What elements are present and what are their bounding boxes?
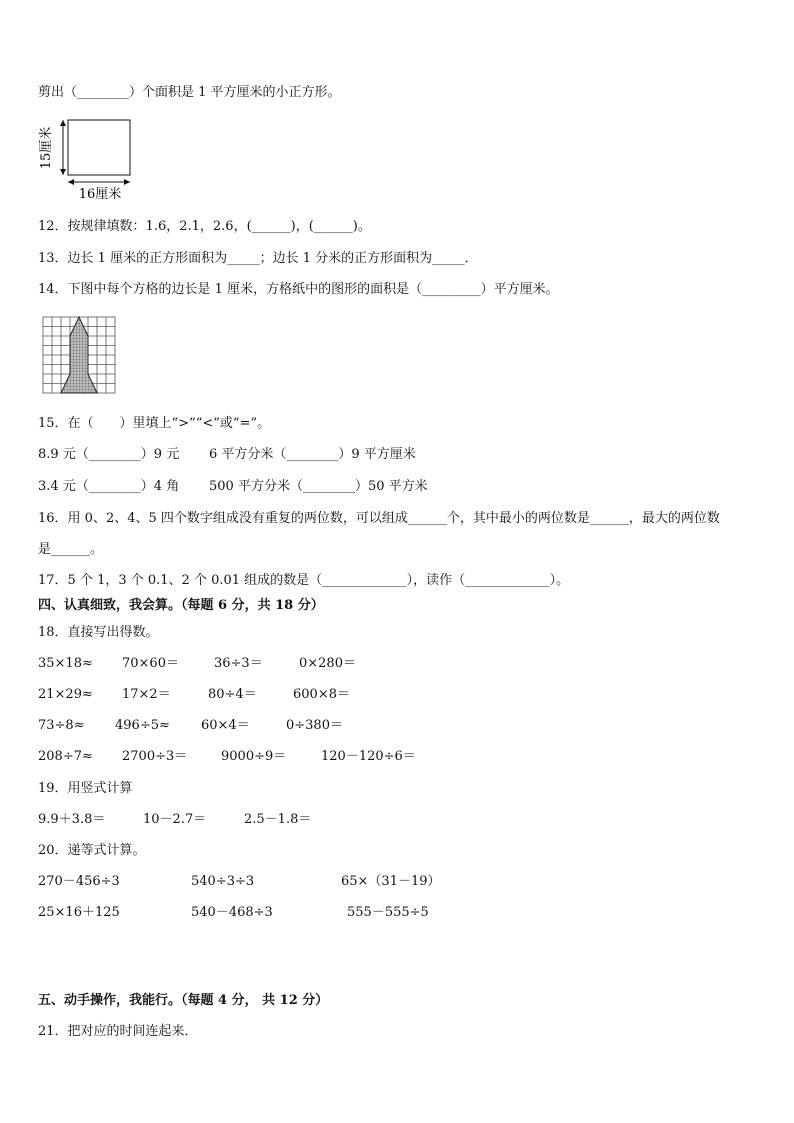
compare-item: 500 平方分米（________）50 平方米 bbox=[209, 479, 428, 494]
calc-item: 70×60＝ bbox=[122, 656, 179, 671]
section-4-heading: 四、认真细致，我会算。（每题 6 分，共 18 分） bbox=[38, 598, 324, 613]
calc-item: 17×2＝ bbox=[122, 687, 171, 702]
question-21: 21．把对应的时间连起来． bbox=[38, 1024, 198, 1039]
calc-item: 600×8＝ bbox=[293, 687, 350, 702]
calc-item: 10－2.7＝ bbox=[143, 812, 207, 827]
question-20-title: 20．递等式计算。 bbox=[38, 843, 146, 858]
width-label: 16厘米 bbox=[78, 187, 122, 202]
calc-item: 21×29≈ bbox=[38, 687, 93, 702]
calc-item: 540－468÷3 bbox=[191, 905, 273, 920]
question-12: 12．按规律填数：1.6，2.1，2.6，(______)，(______)。 bbox=[38, 219, 371, 234]
calc-item: 2700÷3＝ bbox=[122, 749, 188, 764]
calc-item: 555－555÷5 bbox=[347, 905, 429, 920]
calc-item: 60×4＝ bbox=[201, 718, 250, 733]
calc-item: 35×18≈ bbox=[38, 656, 93, 671]
grid-figure bbox=[42, 316, 116, 394]
calc-item: 540÷3÷3 bbox=[191, 874, 255, 889]
calc-item: 36÷3＝ bbox=[214, 656, 263, 671]
calc-item: 0×280＝ bbox=[299, 656, 356, 671]
rectangle-figure bbox=[38, 112, 138, 202]
compare-item: 6 平方分米（________）9 平方厘米 bbox=[209, 447, 416, 462]
question-17: 17．5 个 1，3 个 0.1、2 个 0.01 组成的数是（_____________），读作（_____________）。 bbox=[38, 573, 570, 588]
question-14: 14．下图中每个方格的边长是 1 厘米，方格纸中的图形的面积是（_________）平方厘米。 bbox=[38, 282, 559, 297]
question-16-line-1: 16．用 0、2、4、5 四个数字组成没有重复的两位数，可以组成______个，其中最小的两位数是______，最大的两位数 bbox=[38, 511, 720, 526]
calc-item: 65×（31－19） bbox=[341, 874, 441, 889]
calc-item: 25×16＋125 bbox=[38, 905, 120, 920]
section-5-heading: 五、动手操作，我能行。（每题 4 分， 共 12 分） bbox=[38, 993, 329, 1008]
grid-diagram bbox=[42, 316, 116, 394]
question-19-title: 19．用竖式计算 bbox=[38, 781, 133, 796]
question-13: 13．边长 1 厘米的正方形面积为_____；边长 1 分米的正方形面积为_____． bbox=[38, 251, 478, 266]
compare-item: 3.4 元（________）4 角 bbox=[38, 479, 180, 494]
rectangle-diagram bbox=[38, 112, 138, 202]
question-15-title: 15．在（ ）里填上“>”“<”或“=”。 bbox=[38, 416, 271, 431]
calc-item: 2.5－1.8＝ bbox=[244, 812, 312, 827]
calc-item: 0÷380＝ bbox=[286, 718, 343, 733]
calc-item: 80÷4＝ bbox=[208, 687, 257, 702]
question-18-title: 18．直接写出得数。 bbox=[38, 625, 159, 640]
question-16-line-2: 是______。 bbox=[38, 542, 104, 557]
calc-item: 9.9＋3.8＝ bbox=[38, 812, 106, 827]
calc-item: 270－456÷3 bbox=[38, 874, 120, 889]
question-11-continuation: 剪出（________）个面积是 1 平方厘米的小正方形。 bbox=[38, 85, 341, 100]
calc-item: 208÷7≈ bbox=[38, 749, 93, 764]
calc-item: 120－120÷6＝ bbox=[321, 749, 416, 764]
compare-item: 8.9 元（________）9 元 bbox=[38, 447, 180, 462]
height-label: 15厘米 bbox=[39, 126, 54, 170]
calc-item: 9000÷9＝ bbox=[221, 749, 287, 764]
calc-item: 496÷5≈ bbox=[115, 718, 170, 733]
calc-item: 73÷8≈ bbox=[38, 718, 85, 733]
